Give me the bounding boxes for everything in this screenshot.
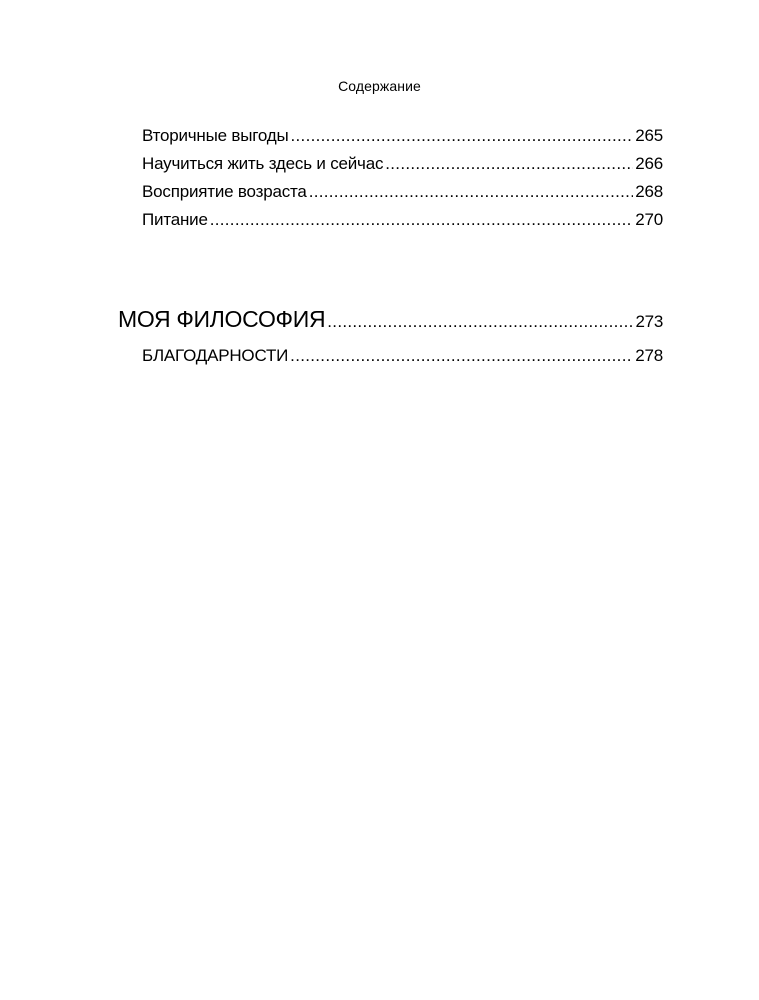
toc-entry-title: Вторичные выгоды	[142, 126, 289, 145]
toc-entry-title: Научиться жить здесь и сейчас	[142, 154, 384, 173]
toc-entry-title: Питание	[142, 210, 208, 229]
toc-chapter-my-philosophy[interactable]	[118, 306, 663, 335]
toc-entry-page: 266	[635, 154, 663, 173]
toc-entry-title: БЛАГОДАРНОСТИ	[142, 346, 289, 365]
toc-entry-page: 270	[635, 210, 663, 229]
toc-entry-live-here-and-now[interactable]	[142, 154, 663, 174]
toc-dot-leader	[290, 346, 633, 366]
toc-dot-leader	[210, 210, 634, 230]
toc-entry-age-perception[interactable]	[142, 182, 663, 202]
toc-entry-title: Восприятие возраста	[142, 182, 307, 201]
toc-entry-secondary-benefits[interactable]	[142, 126, 663, 146]
toc-entry-nutrition[interactable]	[142, 210, 663, 230]
toc-chapter-title: МОЯ ФИЛОСОФИЯ	[118, 306, 326, 332]
toc-dot-leader	[327, 309, 633, 335]
toc-entry-acknowledgements[interactable]	[142, 346, 663, 366]
running-header: Содержание	[338, 78, 421, 94]
toc-entry-page: 268	[635, 182, 663, 201]
toc-dot-leader	[309, 182, 634, 202]
toc-dot-leader	[291, 126, 634, 146]
toc-chapter-page: 273	[635, 312, 663, 331]
toc-entry-page: 265	[635, 126, 663, 145]
toc-dot-leader	[385, 154, 633, 174]
toc-entry-page: 278	[635, 346, 663, 365]
